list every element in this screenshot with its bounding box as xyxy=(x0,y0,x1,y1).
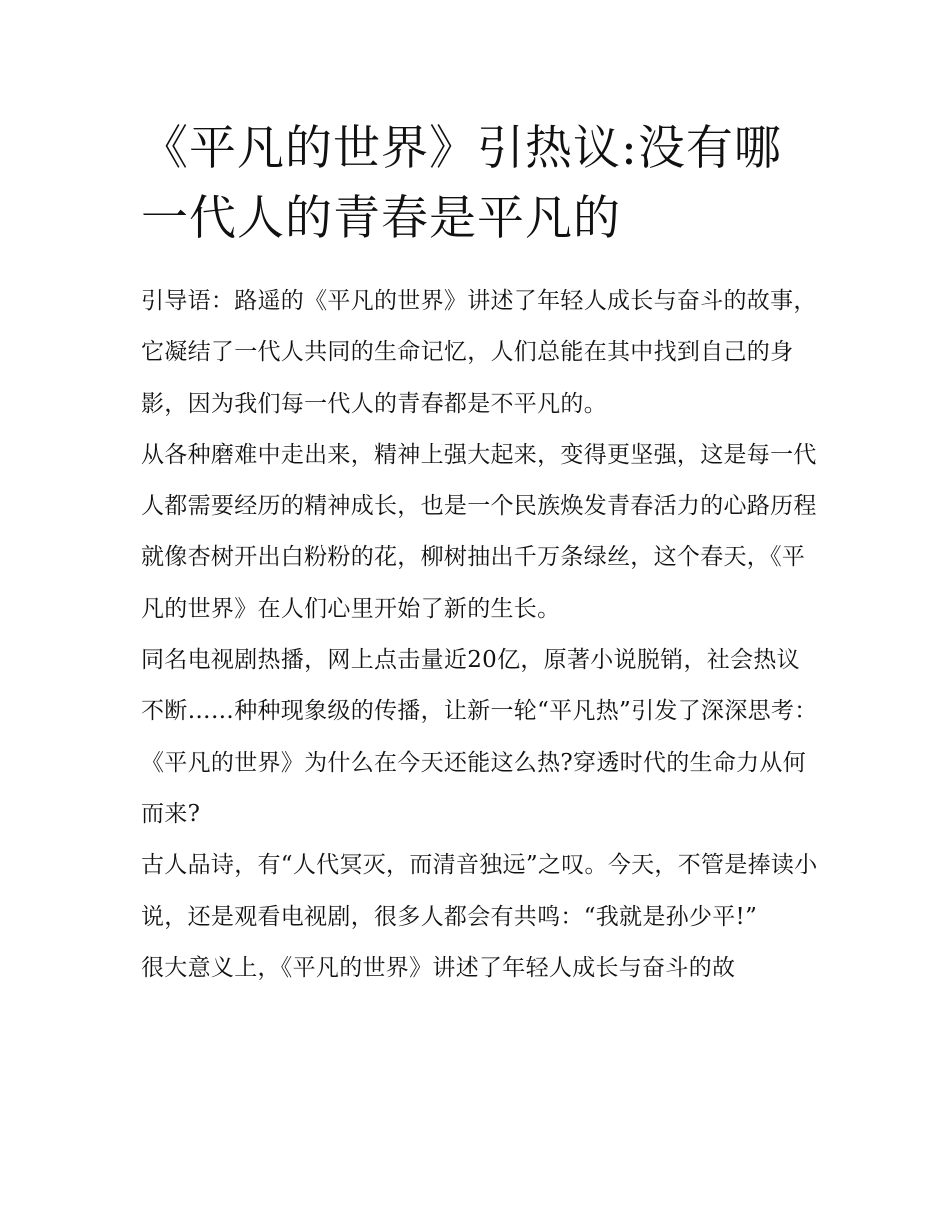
paragraph-resonance: 古人品诗，有“人代冥灭，而清音独远”之叹。今天，不管是捧读小说，还是观看电视剧，很多人都会有共鸣：“我就是孙少平!” xyxy=(141,852,818,930)
paragraph-intro: 引导语：路遥的《平凡的世界》讲述了年轻人成长与奋斗的故事，它凝结了一代人共同的生命记忆，人们总能在其中找到自己的身影，因为我们每一代人的青春都是不平凡的。 xyxy=(141,288,817,417)
document-title: 《平凡的世界》引热议:没有哪一代人的青春是平凡的 xyxy=(141,121,782,246)
paragraph-significance: 很大意义上，《平凡的世界》讲述了年轻人成长与奋斗的故 xyxy=(141,954,736,981)
paragraph-tv-series: 同名电视剧热播，网上点击量近20亿，原著小说脱销，社会热议不断……种种现象级的传播，让新一轮“平凡热”引发了深深思考：《平凡的世界》为什么在今天还能这么热?穿透时代的生命力从何而来? xyxy=(141,647,818,827)
document-body xyxy=(141,276,821,994)
paragraph-spring: 就像杏树开出白粉粉的花，柳树抽出千万条绿丝，这个春天，《平凡的世界》在人们心里开始了新的生长。 xyxy=(141,544,806,622)
paragraph-growth: 从各种磨难中走出来，精神上强大起来，变得更坚强，这是每一代人都需要经历的精神成长，也是一个民族焕发青春活力的心路历程 xyxy=(141,441,817,520)
